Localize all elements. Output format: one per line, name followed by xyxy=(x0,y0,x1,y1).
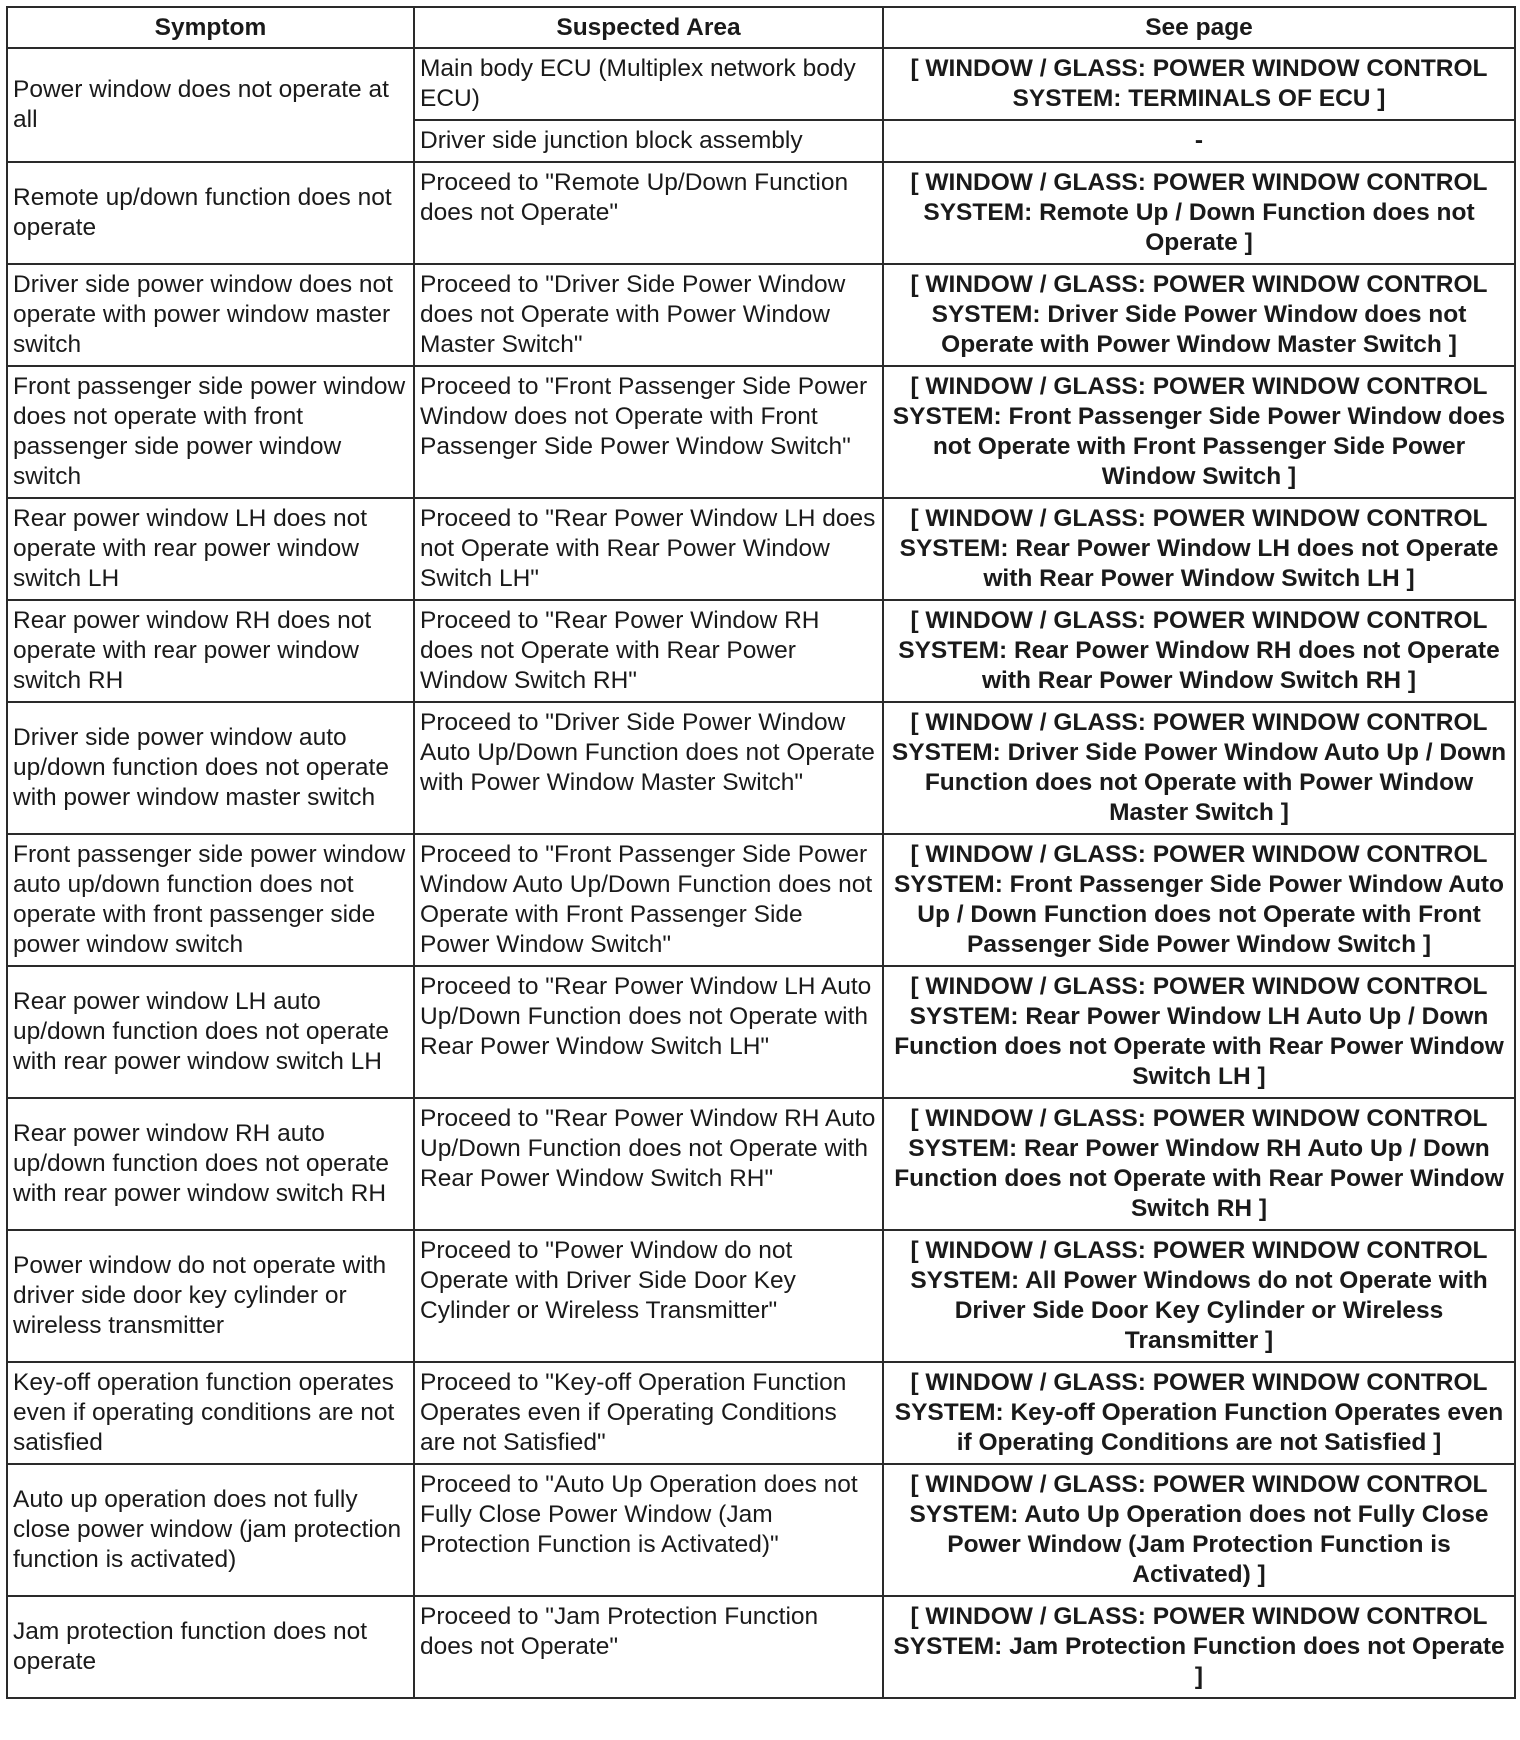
table-row xyxy=(7,498,1515,600)
suspected-area-cell: Proceed to "Rear Power Window RH does not Operate with Rear Power Window Switch RH" xyxy=(414,600,883,702)
suspected-area-cell: Proceed to "Rear Power Window LH Auto Up/Down Function does not Operate with Rear Power Window Switch LH" xyxy=(414,966,883,1098)
suspected-area-cell: Proceed to "Driver Side Power Window Auto Up/Down Function does not Operate with Power Window Master Switch" xyxy=(414,702,883,834)
suspected-area-cell: Proceed to "Jam Protection Function does not Operate" xyxy=(414,1596,883,1698)
symptom-cell: Power window does not operate at all xyxy=(7,48,414,162)
symptom-cell: Rear power window LH does not operate with rear power window switch LH xyxy=(7,498,414,600)
table-row xyxy=(7,1464,1515,1596)
suspected-area-cell: Proceed to "Driver Side Power Window does not Operate with Power Window Master Switch" xyxy=(414,264,883,366)
header-symptom: Symptom xyxy=(7,7,414,48)
table-row xyxy=(7,264,1515,366)
suspected-area-cell: Proceed to "Front Passenger Side Power Window Auto Up/Down Function does not Operate with Front Passenger Side Power Window Switch" xyxy=(414,834,883,966)
symptom-cell: Driver side power window auto up/down function does not operate with power window master switch xyxy=(7,702,414,834)
see-page-cell: [ WINDOW / GLASS: POWER WINDOW CONTROL SYSTEM: Key-off Operation Function Operates even if Operating Conditions are not Satisfied ] xyxy=(883,1362,1515,1464)
symptom-cell: Front passenger side power window auto up/down function does not operate with front passenger side power window switch xyxy=(7,834,414,966)
see-page-cell: [ WINDOW / GLASS: POWER WINDOW CONTROL SYSTEM: Remote Up / Down Function does not Operate ] xyxy=(883,162,1515,264)
header-suspected-area: Suspected Area xyxy=(414,7,883,48)
symptom-cell: Driver side power window does not operate with power window master switch xyxy=(7,264,414,366)
table-row xyxy=(7,1098,1515,1230)
symptom-cell: Auto up operation does not fully close power window (jam protection function is activated) xyxy=(7,1464,414,1596)
suspected-area-cell: Proceed to "Rear Power Window RH Auto Up/Down Function does not Operate with Rear Power Window Switch RH" xyxy=(414,1098,883,1230)
table-row xyxy=(7,1362,1515,1464)
see-page-cell: [ WINDOW / GLASS: POWER WINDOW CONTROL SYSTEM: Jam Protection Function does not Operate ] xyxy=(883,1596,1515,1698)
see-page-cell: [ WINDOW / GLASS: POWER WINDOW CONTROL SYSTEM: Rear Power Window LH does not Operate with Rear Power Window Switch LH ] xyxy=(883,498,1515,600)
problem-symptoms-table xyxy=(6,6,1516,1699)
see-page-cell: [ WINDOW / GLASS: POWER WINDOW CONTROL SYSTEM: Auto Up Operation does not Fully Close Power Window (Jam Protection Function is Activated) ] xyxy=(883,1464,1515,1596)
suspected-area-cell: Proceed to "Power Window do not Operate with Driver Side Door Key Cylinder or Wireless Transmitter" xyxy=(414,1230,883,1362)
see-page-cell: [ WINDOW / GLASS: POWER WINDOW CONTROL SYSTEM: All Power Windows do not Operate with Driver Side Door Key Cylinder or Wireless Transmitter ] xyxy=(883,1230,1515,1362)
table-row xyxy=(7,834,1515,966)
suspected-area-cell: Proceed to "Rear Power Window LH does not Operate with Rear Power Window Switch LH" xyxy=(414,498,883,600)
symptom-cell: Rear power window RH auto up/down function does not operate with rear power window switch RH xyxy=(7,1098,414,1230)
see-page-cell: [ WINDOW / GLASS: POWER WINDOW CONTROL SYSTEM: Rear Power Window RH Auto Up / Down Function does not Operate with Rear Power Window Switch RH ] xyxy=(883,1098,1515,1230)
symptom-cell: Jam protection function does not operate xyxy=(7,1596,414,1698)
table-row xyxy=(7,162,1515,264)
suspected-area-cell: Proceed to "Auto Up Operation does not Fully Close Power Window (Jam Protection Function is Activated)" xyxy=(414,1464,883,1596)
symptom-cell: Power window do not operate with driver side door key cylinder or wireless transmitter xyxy=(7,1230,414,1362)
symptom-cell: Rear power window RH does not operate with rear power window switch RH xyxy=(7,600,414,702)
see-page-cell: [ WINDOW / GLASS: POWER WINDOW CONTROL SYSTEM: Driver Side Power Window Auto Up / Down Function does not Operate with Power Window Master Switch ] xyxy=(883,702,1515,834)
table-body xyxy=(7,48,1515,1698)
table-row xyxy=(7,600,1515,702)
see-page-cell: - xyxy=(883,120,1515,162)
symptom-cell: Remote up/down function does not operate xyxy=(7,162,414,264)
table-row xyxy=(7,702,1515,834)
see-page-cell: [ WINDOW / GLASS: POWER WINDOW CONTROL SYSTEM: Front Passenger Side Power Window does not Operate with Front Passenger Side Power Window Switch ] xyxy=(883,366,1515,498)
table-row xyxy=(7,1596,1515,1698)
suspected-area-cell: Driver side junction block assembly xyxy=(414,120,883,162)
troubleshooting-table-container xyxy=(6,6,1514,1699)
suspected-area-cell: Proceed to "Remote Up/Down Function does not Operate" xyxy=(414,162,883,264)
symptom-cell: Rear power window LH auto up/down function does not operate with rear power window switch LH xyxy=(7,966,414,1098)
table-row xyxy=(7,48,1515,120)
see-page-cell: [ WINDOW / GLASS: POWER WINDOW CONTROL SYSTEM: Rear Power Window RH does not Operate with Rear Power Window Switch RH ] xyxy=(883,600,1515,702)
header-see-page: See page xyxy=(883,7,1515,48)
table-row xyxy=(7,366,1515,498)
symptom-cell: Key-off operation function operates even if operating conditions are not satisfied xyxy=(7,1362,414,1464)
see-page-cell: [ WINDOW / GLASS: POWER WINDOW CONTROL SYSTEM: Rear Power Window LH Auto Up / Down Function does not Operate with Rear Power Window Switch LH ] xyxy=(883,966,1515,1098)
table-row xyxy=(7,966,1515,1098)
header-row xyxy=(7,7,1515,48)
see-page-cell: [ WINDOW / GLASS: POWER WINDOW CONTROL SYSTEM: TERMINALS OF ECU ] xyxy=(883,48,1515,120)
suspected-area-cell: Proceed to "Front Passenger Side Power Window does not Operate with Front Passenger Side Power Window Switch" xyxy=(414,366,883,498)
suspected-area-cell: Proceed to "Key-off Operation Function Operates even if Operating Conditions are not Satisfied" xyxy=(414,1362,883,1464)
table-row xyxy=(7,1230,1515,1362)
symptom-cell: Front passenger side power window does not operate with front passenger side power window switch xyxy=(7,366,414,498)
see-page-cell: [ WINDOW / GLASS: POWER WINDOW CONTROL SYSTEM: Front Passenger Side Power Window Auto Up / Down Function does not Operate with Front Passenger Side Power Window Switch ] xyxy=(883,834,1515,966)
suspected-area-cell: Main body ECU (Multiplex network body ECU) xyxy=(414,48,883,120)
see-page-cell: [ WINDOW / GLASS: POWER WINDOW CONTROL SYSTEM: Driver Side Power Window does not Operate with Power Window Master Switch ] xyxy=(883,264,1515,366)
